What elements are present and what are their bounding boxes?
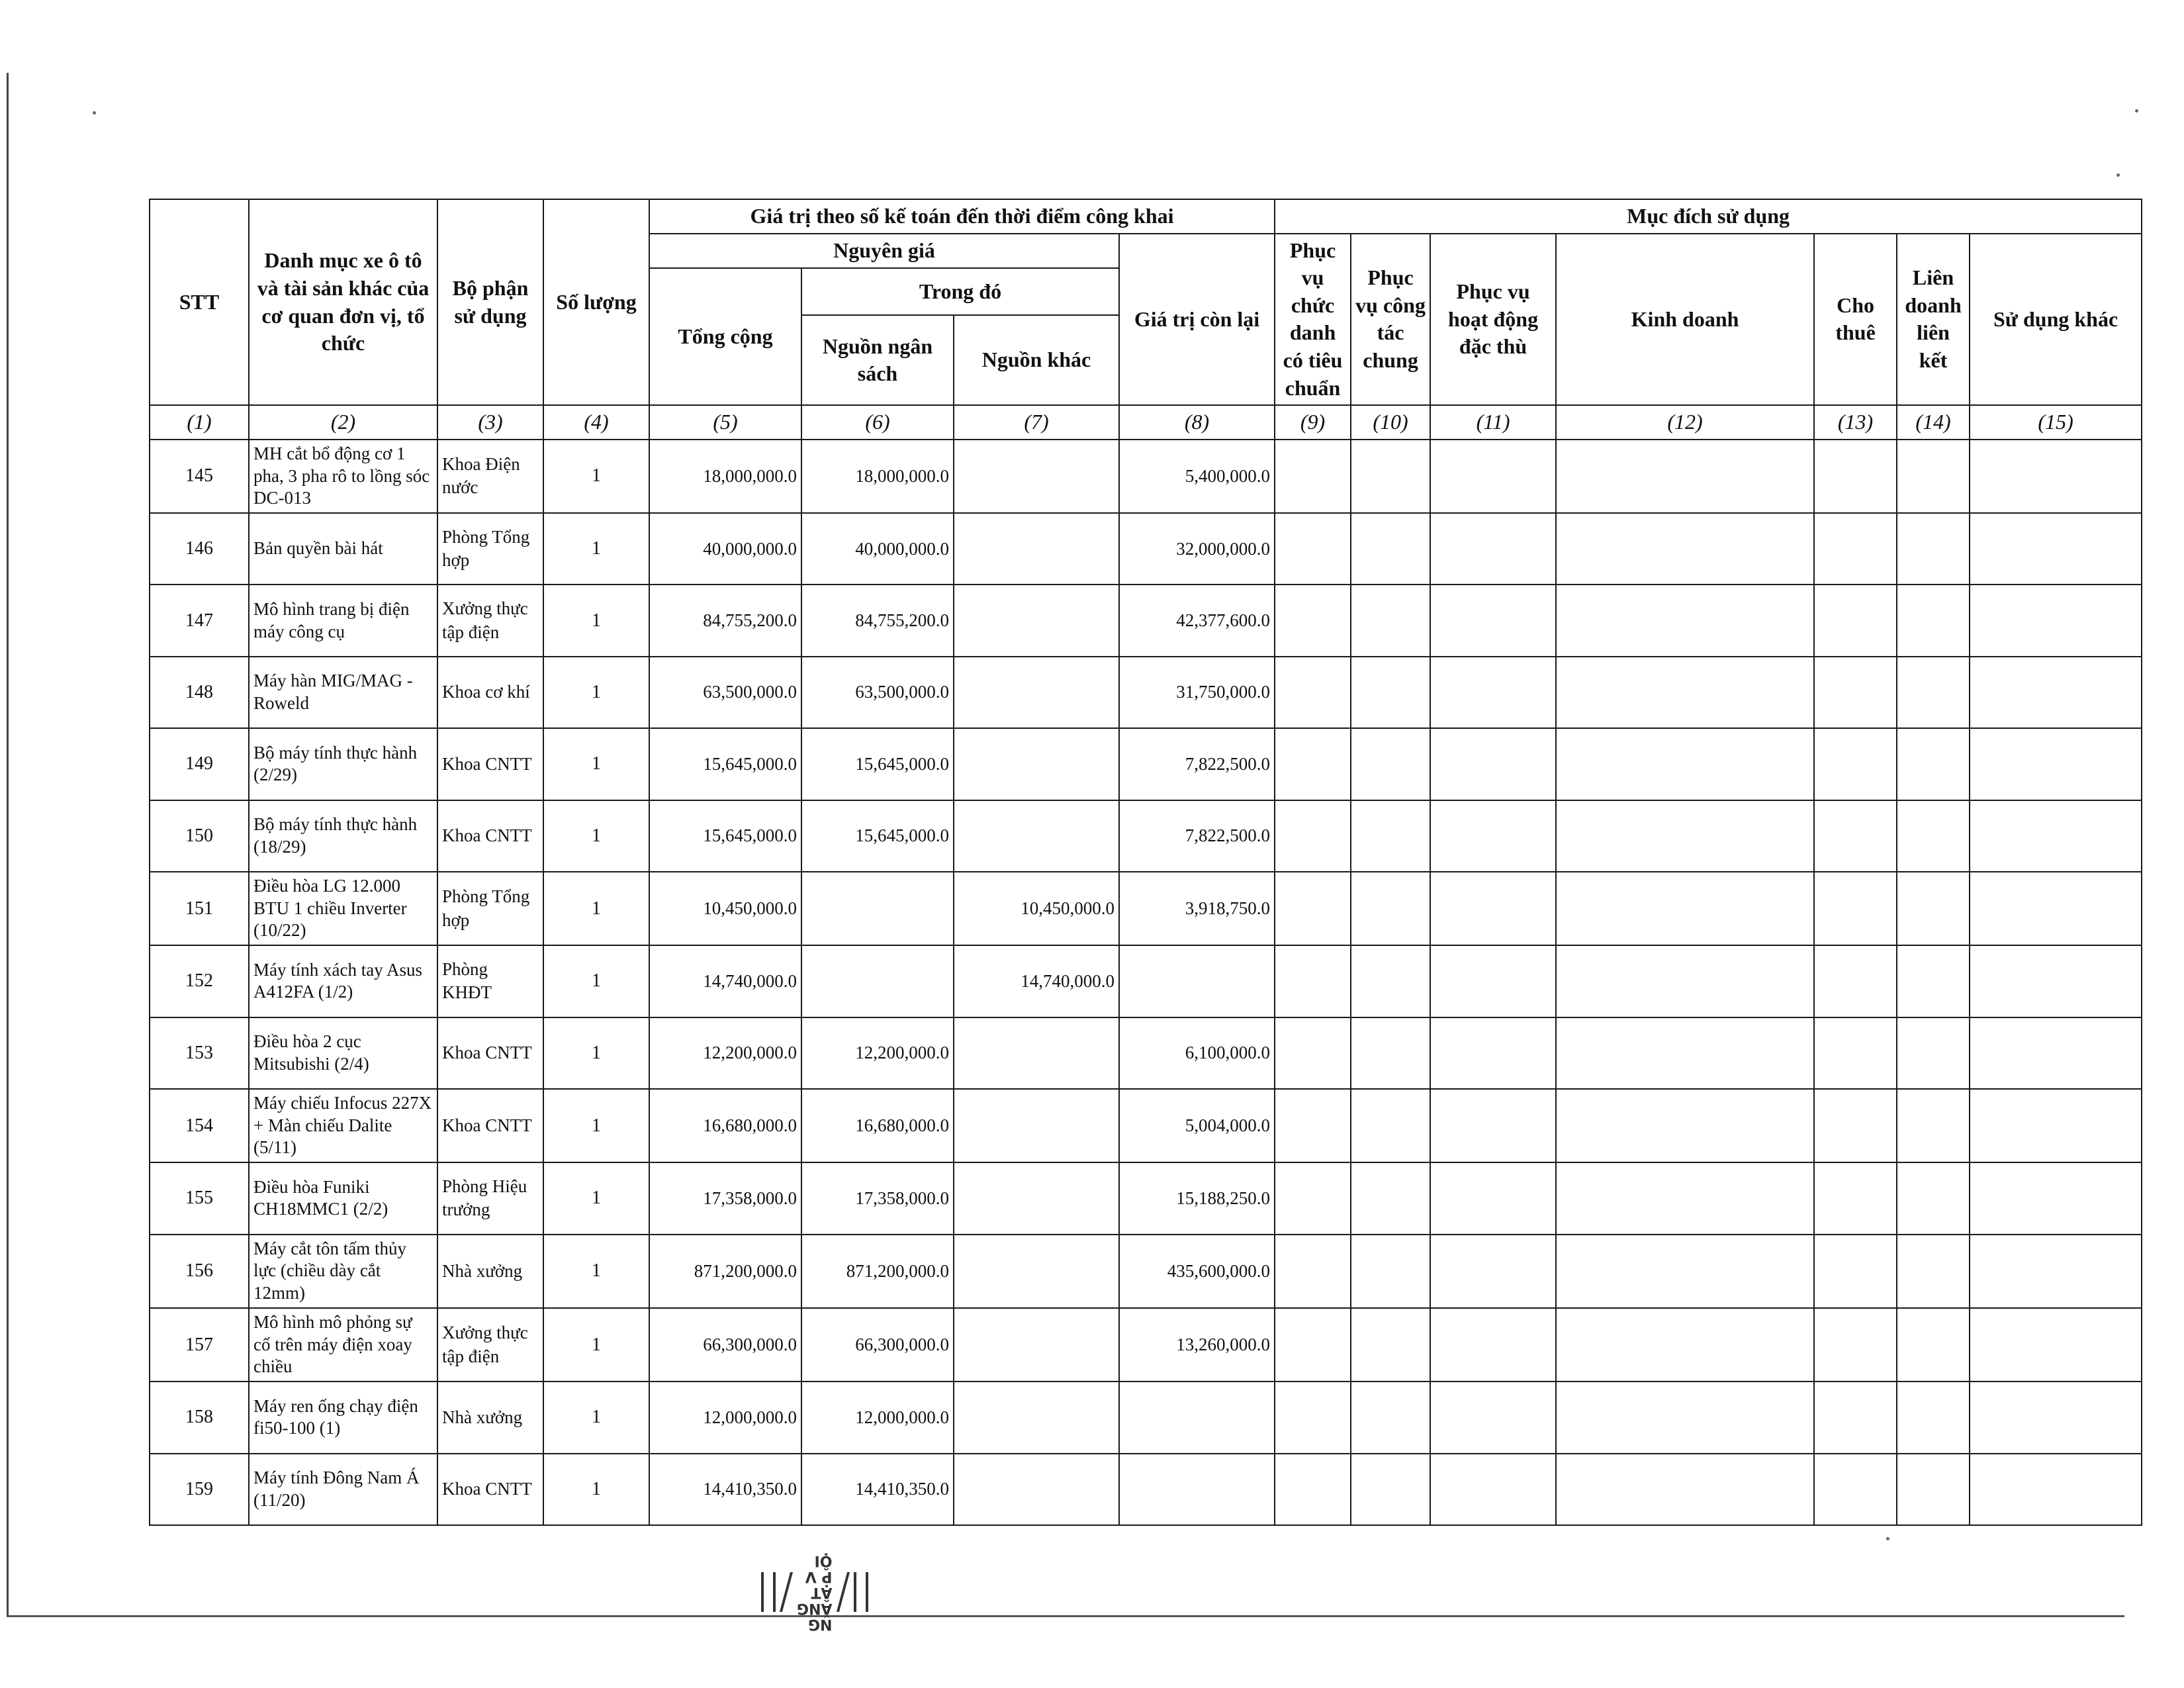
row-usage-cell xyxy=(1556,728,1814,800)
table-row xyxy=(150,1308,2142,1382)
column-number: (8) xyxy=(1119,405,1275,440)
header-remaining-value: Giá trị còn lại xyxy=(1119,234,1275,406)
row-usage-cell xyxy=(1814,945,1897,1017)
row-department: Khoa CNTT xyxy=(437,1017,543,1089)
header-usage-other: Sử dụng khác xyxy=(1970,234,2142,406)
row-total: 10,450,000.0 xyxy=(649,872,801,945)
row-total: 14,410,350.0 xyxy=(649,1454,801,1525)
row-usage-cell xyxy=(1814,1382,1897,1453)
table-row xyxy=(150,585,2142,656)
stamp-stroke xyxy=(866,1572,868,1612)
row-stt: 149 xyxy=(150,728,249,800)
table-body xyxy=(150,440,2142,1525)
column-number: (5) xyxy=(649,405,801,440)
row-remaining-value: 6,100,000.0 xyxy=(1119,1017,1275,1089)
row-remaining-value: 31,750,000.0 xyxy=(1119,657,1275,728)
stamp-stroke xyxy=(854,1572,856,1612)
row-usage-cell xyxy=(1556,657,1814,728)
row-item-name: Mô hình mô phỏng sự cố trên máy điện xoay chiều xyxy=(249,1308,437,1382)
column-number: (6) xyxy=(801,405,954,440)
row-total: 16,680,000.0 xyxy=(649,1089,801,1162)
row-remaining-value: 3,918,750.0 xyxy=(1119,872,1275,945)
row-usage-cell xyxy=(1970,728,2142,800)
header-stt: STT xyxy=(150,199,249,405)
scan-speck xyxy=(2116,173,2120,177)
row-usage-cell xyxy=(1351,872,1430,945)
stamp-line: NG xyxy=(808,1616,833,1632)
row-usage-cell xyxy=(1351,728,1430,800)
row-quantity: 1 xyxy=(543,800,649,872)
row-usage-cell xyxy=(1275,1454,1351,1525)
row-usage-cell xyxy=(1897,657,1970,728)
table-row xyxy=(150,945,2142,1017)
table-row xyxy=(150,872,2142,945)
row-item-name: Máy ren ống chạy điện fi50-100 (1) xyxy=(249,1382,437,1453)
row-quantity: 1 xyxy=(543,1454,649,1525)
header-usage-general: Phục vụ công tác chung xyxy=(1351,234,1430,406)
row-department: Khoa CNTT xyxy=(437,1089,543,1162)
stamp-line: ẬT xyxy=(811,1584,833,1601)
row-stt: 145 xyxy=(150,440,249,513)
table-row xyxy=(150,728,2142,800)
stamp-line: ĂNG xyxy=(797,1600,833,1617)
column-number: (10) xyxy=(1351,405,1430,440)
row-usage-cell xyxy=(1970,1089,2142,1162)
row-item-name: MH cắt bổ động cơ 1 pha, 3 pha rô to lồng sóc DC-013 xyxy=(249,440,437,513)
row-usage-cell xyxy=(1897,1017,1970,1089)
row-usage-cell xyxy=(1556,1454,1814,1525)
table-row xyxy=(150,657,2142,728)
row-remaining-value: 13,260,000.0 xyxy=(1119,1308,1275,1382)
row-usage-cell xyxy=(1430,1454,1556,1525)
row-usage-cell xyxy=(1430,872,1556,945)
row-stt: 152 xyxy=(150,945,249,1017)
row-usage-cell xyxy=(1970,800,2142,872)
row-budget-source: 15,645,000.0 xyxy=(801,800,954,872)
row-remaining-value: 435,600,000.0 xyxy=(1119,1235,1275,1308)
row-department: Xưởng thực tập điện xyxy=(437,1308,543,1382)
row-usage-cell xyxy=(1897,872,1970,945)
row-remaining-value: 5,004,000.0 xyxy=(1119,1089,1275,1162)
row-budget-source: 12,000,000.0 xyxy=(801,1382,954,1453)
row-budget-source: 66,300,000.0 xyxy=(801,1308,954,1382)
row-usage-cell xyxy=(1351,585,1430,656)
row-usage-cell xyxy=(1970,585,2142,656)
row-budget-source xyxy=(801,945,954,1017)
row-remaining-value: 15,188,250.0 xyxy=(1119,1162,1275,1234)
row-usage-cell xyxy=(1897,800,1970,872)
row-usage-cell xyxy=(1430,585,1556,656)
row-other-source xyxy=(954,1235,1119,1308)
row-usage-cell xyxy=(1275,1162,1351,1234)
row-usage-cell xyxy=(1430,1382,1556,1453)
row-budget-source: 12,200,000.0 xyxy=(801,1017,954,1089)
row-usage-cell xyxy=(1814,728,1897,800)
row-total: 871,200,000.0 xyxy=(649,1235,801,1308)
row-department: Khoa CNTT xyxy=(437,800,543,872)
header-other-source: Nguồn khác xyxy=(954,315,1119,405)
row-quantity: 1 xyxy=(543,1089,649,1162)
row-usage-cell xyxy=(1814,440,1897,513)
column-number: (9) xyxy=(1275,405,1351,440)
row-usage-cell xyxy=(1275,440,1351,513)
row-remaining-value xyxy=(1119,1382,1275,1453)
row-usage-cell xyxy=(1351,1308,1430,1382)
header-budget-source: Nguồn ngân sách xyxy=(801,315,954,405)
row-other-source: 10,450,000.0 xyxy=(954,872,1119,945)
row-usage-cell xyxy=(1897,1382,1970,1453)
row-item-name: Mô hình trang bị điện máy công cụ xyxy=(249,585,437,656)
row-quantity: 1 xyxy=(543,1162,649,1234)
row-department: Khoa CNTT xyxy=(437,1454,543,1525)
table-row xyxy=(150,1017,2142,1089)
row-usage-cell xyxy=(1814,1308,1897,1382)
row-usage-cell xyxy=(1897,585,1970,656)
column-number: (3) xyxy=(437,405,543,440)
row-usage-cell xyxy=(1556,440,1814,513)
row-usage-cell xyxy=(1275,1382,1351,1453)
row-remaining-value: 42,377,600.0 xyxy=(1119,585,1275,656)
scan-speck xyxy=(93,111,96,115)
table-row xyxy=(150,513,2142,585)
row-usage-cell xyxy=(1430,1308,1556,1382)
row-usage-cell xyxy=(1970,1235,2142,1308)
row-quantity: 1 xyxy=(543,657,649,728)
stamp-stroke xyxy=(780,1572,793,1612)
row-usage-cell xyxy=(1351,800,1430,872)
row-usage-cell xyxy=(1897,1162,1970,1234)
row-other-source xyxy=(954,800,1119,872)
row-total: 15,645,000.0 xyxy=(649,800,801,872)
row-quantity: 1 xyxy=(543,1308,649,1382)
row-remaining-value xyxy=(1119,945,1275,1017)
row-quantity: 1 xyxy=(543,1235,649,1308)
row-item-name: Điều hòa Funiki CH18MMC1 (2/2) xyxy=(249,1162,437,1234)
scan-speck xyxy=(2135,109,2138,113)
header-usage-business: Kinh doanh xyxy=(1556,234,1814,406)
row-stt: 146 xyxy=(150,513,249,585)
row-budget-source: 15,645,000.0 xyxy=(801,728,954,800)
row-usage-cell xyxy=(1351,513,1430,585)
row-stt: 155 xyxy=(150,1162,249,1234)
row-usage-cell xyxy=(1897,1308,1970,1382)
row-usage-cell xyxy=(1970,945,2142,1017)
row-item-name: Bản quyền bài hát xyxy=(249,513,437,585)
row-stt: 156 xyxy=(150,1235,249,1308)
row-total: 12,200,000.0 xyxy=(649,1017,801,1089)
row-usage-cell xyxy=(1556,1017,1814,1089)
row-remaining-value xyxy=(1119,1454,1275,1525)
row-usage-cell xyxy=(1814,800,1897,872)
column-number: (2) xyxy=(249,405,437,440)
stamp-stroke xyxy=(836,1572,849,1612)
row-other-source: 14,740,000.0 xyxy=(954,945,1119,1017)
row-stt: 150 xyxy=(150,800,249,872)
row-stt: 151 xyxy=(150,872,249,945)
column-number: (1) xyxy=(150,405,249,440)
header-book-value-group: Giá trị theo số kế toán đến thời điểm công khai xyxy=(649,199,1275,234)
row-usage-cell xyxy=(1430,513,1556,585)
row-quantity: 1 xyxy=(543,585,649,656)
row-usage-cell xyxy=(1275,1017,1351,1089)
row-usage-cell xyxy=(1970,1308,2142,1382)
table-row xyxy=(150,800,2142,872)
row-stt: 157 xyxy=(150,1308,249,1382)
row-usage-cell xyxy=(1814,1454,1897,1525)
row-usage-cell xyxy=(1275,1308,1351,1382)
row-usage-cell xyxy=(1897,1235,1970,1308)
row-usage-cell xyxy=(1351,657,1430,728)
row-item-name: Máy hàn MIG/MAG - Roweld xyxy=(249,657,437,728)
row-usage-cell xyxy=(1814,1235,1897,1308)
seal-stamp-fragment xyxy=(761,1552,1039,1632)
row-usage-cell xyxy=(1556,1235,1814,1308)
row-remaining-value: 5,400,000.0 xyxy=(1119,440,1275,513)
row-budget-source: 16,680,000.0 xyxy=(801,1089,954,1162)
row-usage-cell xyxy=(1814,1089,1897,1162)
row-total: 66,300,000.0 xyxy=(649,1308,801,1382)
row-department: Phòng Tổng hợp xyxy=(437,513,543,585)
row-item-name: Bộ máy tính thực hành (2/29) xyxy=(249,728,437,800)
table-row xyxy=(150,1382,2142,1453)
row-usage-cell xyxy=(1351,945,1430,1017)
scan-bottom-edge xyxy=(7,1615,2124,1617)
row-other-source xyxy=(954,513,1119,585)
row-other-source xyxy=(954,657,1119,728)
row-budget-source: 17,358,000.0 xyxy=(801,1162,954,1234)
row-usage-cell xyxy=(1430,1089,1556,1162)
table-row xyxy=(150,1454,2142,1525)
row-usage-cell xyxy=(1970,440,2142,513)
row-usage-cell xyxy=(1351,1089,1430,1162)
header-total: Tổng cộng xyxy=(649,268,801,406)
row-department: Khoa cơ khí xyxy=(437,657,543,728)
column-number: (11) xyxy=(1430,405,1556,440)
header-usage-title-standard: Phục vụ chức danh có tiêu chuẩn xyxy=(1275,234,1351,406)
row-usage-cell xyxy=(1897,440,1970,513)
row-other-source xyxy=(954,728,1119,800)
row-usage-cell xyxy=(1970,513,2142,585)
row-usage-cell xyxy=(1556,872,1814,945)
table-row xyxy=(150,1235,2142,1308)
header-usage-special: Phục vụ hoạt động đặc thù xyxy=(1430,234,1556,406)
row-other-source xyxy=(954,1382,1119,1453)
row-stt: 154 xyxy=(150,1089,249,1162)
scan-speck xyxy=(1886,1537,1889,1540)
stamp-line: ỘI xyxy=(814,1552,833,1569)
stamp-stroke xyxy=(773,1572,776,1612)
row-usage-cell xyxy=(1556,1308,1814,1382)
row-budget-source: 14,410,350.0 xyxy=(801,1454,954,1525)
row-usage-cell xyxy=(1275,800,1351,872)
column-number-row xyxy=(150,405,2142,440)
row-stt: 153 xyxy=(150,1017,249,1089)
row-usage-cell xyxy=(1556,1382,1814,1453)
row-stt: 158 xyxy=(150,1382,249,1453)
row-budget-source: 40,000,000.0 xyxy=(801,513,954,585)
row-usage-cell xyxy=(1351,1017,1430,1089)
row-total: 84,755,200.0 xyxy=(649,585,801,656)
row-usage-cell xyxy=(1897,1089,1970,1162)
stamp-text xyxy=(797,1553,833,1631)
row-usage-cell xyxy=(1351,1235,1430,1308)
row-usage-cell xyxy=(1970,872,2142,945)
row-budget-source xyxy=(801,872,954,945)
row-other-source xyxy=(954,1017,1119,1089)
row-usage-cell xyxy=(1970,1017,2142,1089)
row-usage-cell xyxy=(1556,585,1814,656)
row-other-source xyxy=(954,585,1119,656)
row-usage-cell xyxy=(1275,945,1351,1017)
row-total: 18,000,000.0 xyxy=(649,440,801,513)
row-budget-source: 18,000,000.0 xyxy=(801,440,954,513)
header-usage-joint: Liên doanh liên kết xyxy=(1897,234,1970,406)
row-item-name: Máy tính Đông Nam Á (11/20) xyxy=(249,1454,437,1525)
table-row xyxy=(150,1089,2142,1162)
row-department: Xưởng thực tập điện xyxy=(437,585,543,656)
row-department: Khoa CNTT xyxy=(437,728,543,800)
row-quantity: 1 xyxy=(543,1017,649,1089)
row-department: Phòng KHĐT xyxy=(437,945,543,1017)
row-item-name: Điều hòa LG 12.000 BTU 1 chiều Inverter (10/22) xyxy=(249,872,437,945)
row-quantity: 1 xyxy=(543,1382,649,1453)
row-total: 15,645,000.0 xyxy=(649,728,801,800)
row-usage-cell xyxy=(1430,657,1556,728)
row-usage-cell xyxy=(1814,657,1897,728)
row-usage-cell xyxy=(1970,1162,2142,1234)
row-item-name: Máy chiếu Infocus 227X + Màn chiếu Dalite (5/11) xyxy=(249,1089,437,1162)
stamp-line: P V xyxy=(805,1568,833,1585)
row-usage-cell xyxy=(1556,1089,1814,1162)
row-other-source xyxy=(954,440,1119,513)
row-total: 12,000,000.0 xyxy=(649,1382,801,1453)
row-usage-cell xyxy=(1430,1235,1556,1308)
header-quantity: Số lượng xyxy=(543,199,649,405)
header-item: Danh mục xe ô tô và tài sản khác của cơ quan đơn vị, tổ chức xyxy=(249,199,437,405)
row-usage-cell xyxy=(1430,728,1556,800)
row-usage-cell xyxy=(1275,585,1351,656)
row-usage-cell xyxy=(1430,800,1556,872)
row-quantity: 1 xyxy=(543,872,649,945)
row-usage-cell xyxy=(1970,657,2142,728)
row-usage-cell xyxy=(1897,513,1970,585)
row-usage-cell xyxy=(1430,945,1556,1017)
row-remaining-value: 7,822,500.0 xyxy=(1119,728,1275,800)
row-quantity: 1 xyxy=(543,945,649,1017)
header-usage-group: Mục đích sử dụng xyxy=(1275,199,2142,234)
row-usage-cell xyxy=(1814,872,1897,945)
row-usage-cell xyxy=(1970,1454,2142,1525)
row-quantity: 1 xyxy=(543,440,649,513)
row-usage-cell xyxy=(1814,513,1897,585)
row-department: Phòng Tổng hợp xyxy=(437,872,543,945)
row-other-source xyxy=(954,1089,1119,1162)
row-quantity: 1 xyxy=(543,513,649,585)
scan-left-edge xyxy=(7,73,9,1615)
column-number: (14) xyxy=(1897,405,1970,440)
row-department: Khoa Điện nước xyxy=(437,440,543,513)
row-usage-cell xyxy=(1351,1162,1430,1234)
row-remaining-value: 7,822,500.0 xyxy=(1119,800,1275,872)
column-number: (13) xyxy=(1814,405,1897,440)
row-usage-cell xyxy=(1275,657,1351,728)
row-usage-cell xyxy=(1275,1089,1351,1162)
row-department: Phòng Hiệu trưởng xyxy=(437,1162,543,1234)
table-row xyxy=(150,440,2142,513)
row-stt: 159 xyxy=(150,1454,249,1525)
row-usage-cell xyxy=(1556,800,1814,872)
row-department: Nhà xưởng xyxy=(437,1382,543,1453)
row-usage-cell xyxy=(1556,1162,1814,1234)
row-department: Nhà xưởng xyxy=(437,1235,543,1308)
row-usage-cell xyxy=(1556,513,1814,585)
row-other-source xyxy=(954,1308,1119,1382)
row-budget-source: 871,200,000.0 xyxy=(801,1235,954,1308)
row-usage-cell xyxy=(1275,872,1351,945)
column-number: (15) xyxy=(1970,405,2142,440)
row-remaining-value: 32,000,000.0 xyxy=(1119,513,1275,585)
column-number: (4) xyxy=(543,405,649,440)
row-usage-cell xyxy=(1556,945,1814,1017)
row-usage-cell xyxy=(1814,585,1897,656)
row-usage-cell xyxy=(1275,513,1351,585)
row-other-source xyxy=(954,1454,1119,1525)
row-usage-cell xyxy=(1275,728,1351,800)
row-quantity: 1 xyxy=(543,728,649,800)
row-budget-source: 84,755,200.0 xyxy=(801,585,954,656)
header-usage-lease: Cho thuê xyxy=(1814,234,1897,406)
row-usage-cell xyxy=(1897,728,1970,800)
header-department: Bộ phận sử dụng xyxy=(437,199,543,405)
row-usage-cell xyxy=(1351,1382,1430,1453)
header-original-price: Nguyên giá xyxy=(649,234,1119,268)
row-usage-cell xyxy=(1897,945,1970,1017)
row-stt: 148 xyxy=(150,657,249,728)
row-item-name: Bộ máy tính thực hành (18/29) xyxy=(249,800,437,872)
row-usage-cell xyxy=(1814,1017,1897,1089)
row-item-name: Máy tính xách tay Asus A412FA (1/2) xyxy=(249,945,437,1017)
row-total: 63,500,000.0 xyxy=(649,657,801,728)
row-total: 14,740,000.0 xyxy=(649,945,801,1017)
stamp-stroke xyxy=(761,1572,764,1612)
row-usage-cell xyxy=(1351,440,1430,513)
row-other-source xyxy=(954,1162,1119,1234)
row-usage-cell xyxy=(1430,1162,1556,1234)
row-usage-cell xyxy=(1970,1382,2142,1453)
row-total: 17,358,000.0 xyxy=(649,1162,801,1234)
row-usage-cell xyxy=(1814,1162,1897,1234)
row-item-name: Máy cắt tôn tấm thủy lực (chiều dày cắt 12mm) xyxy=(249,1235,437,1308)
column-number: (7) xyxy=(954,405,1119,440)
row-usage-cell xyxy=(1275,1235,1351,1308)
row-usage-cell xyxy=(1430,440,1556,513)
header-of-which: Trong đó xyxy=(801,268,1119,316)
row-usage-cell xyxy=(1430,1017,1556,1089)
row-budget-source: 63,500,000.0 xyxy=(801,657,954,728)
row-stt: 147 xyxy=(150,585,249,656)
row-total: 40,000,000.0 xyxy=(649,513,801,585)
table-row xyxy=(150,1162,2142,1234)
row-usage-cell xyxy=(1351,1454,1430,1525)
row-usage-cell xyxy=(1897,1454,1970,1525)
row-item-name: Điều hòa 2 cục Mitsubishi (2/4) xyxy=(249,1017,437,1089)
column-number: (12) xyxy=(1556,405,1814,440)
asset-disclosure-table xyxy=(149,199,2142,1526)
